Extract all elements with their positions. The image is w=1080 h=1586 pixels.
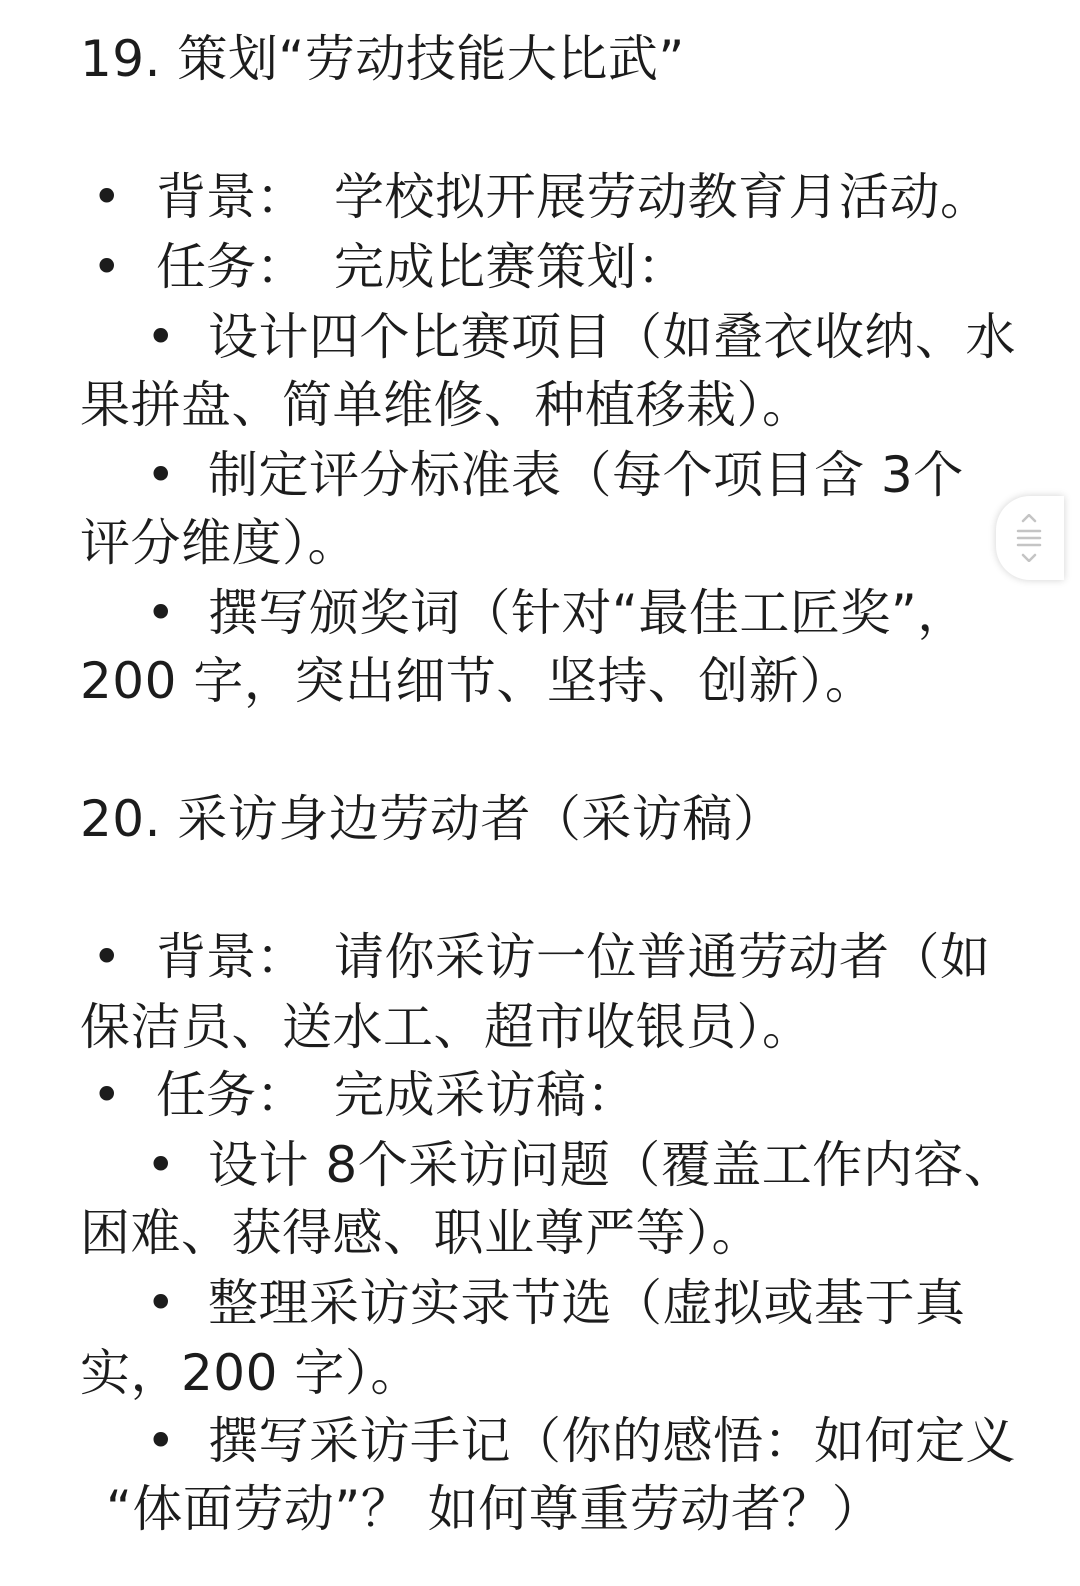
bullet-icon: • xyxy=(92,1066,122,1124)
bullet-icon: • xyxy=(146,584,176,642)
section-19-background-label: 背景： xyxy=(156,168,306,226)
section-19-subitem-1-line1: 设计四个比赛项目（如叠衣收纳、水 xyxy=(208,308,1016,366)
section-19-subitem-2-line1: 制定评分标准表（每个项目含 3个 xyxy=(208,446,964,504)
section-19-task-text: 完成比赛策划： xyxy=(334,238,688,296)
section-20-subitem-3-line1: 撰写采访手记（你的感悟：如何定义 xyxy=(208,1412,1016,1470)
bullet-icon: • xyxy=(146,1412,176,1470)
section-19-task-label: 任务： xyxy=(156,238,306,296)
section-19-subitem-2-line2: 评分维度）。 xyxy=(80,514,358,572)
bullet-icon: • xyxy=(146,1274,176,1332)
section-19-title: 19. 策划“劳动技能大比武” xyxy=(80,30,685,88)
section-20-subitem-2-line1: 整理采访实录节选（虚拟或基于真 xyxy=(208,1274,966,1332)
section-20-background-label: 背景： xyxy=(156,928,306,986)
drag-handle-icon xyxy=(1014,514,1044,562)
section-20-subitem-2-line2: 实，200 字）。 xyxy=(80,1344,421,1402)
section-20-subitem-1-line2: 困难、获得感、职业尊严等）。 xyxy=(80,1204,762,1262)
bullet-icon: • xyxy=(92,238,122,296)
section-20-title: 20. 采访身边劳动者（采访稿） xyxy=(80,790,784,848)
section-20-subitem-1-line1: 设计 8个采访问题（覆盖工作内容、 xyxy=(208,1136,1015,1194)
section-19-background-text: 学校拟开展劳动教育月活动。 xyxy=(334,168,991,226)
section-20-task-text: 完成采访稿： xyxy=(334,1066,637,1124)
section-20-background-text-line1: 请你采访一位普通劳动者（如 xyxy=(334,928,991,986)
section-20-background-text-line2: 保洁员、送水工、超市收银员）。 xyxy=(80,998,813,1056)
bullet-icon: • xyxy=(146,446,176,504)
bullet-icon: • xyxy=(146,308,176,366)
scroll-handle[interactable] xyxy=(996,496,1064,580)
section-20-task-label: 任务： xyxy=(156,1066,306,1124)
bullet-icon: • xyxy=(92,928,122,986)
section-19-subitem-1-line2: 果拼盘、简单维修、种植移栽）。 xyxy=(80,376,813,434)
bullet-icon: • xyxy=(92,168,122,226)
section-19-subitem-3-line1: 撰写颁奖词（针对“最佳工匠奖”， xyxy=(208,584,968,642)
section-20-subitem-3-line2: “体面劳动”？ 如何尊重劳动者？） xyxy=(106,1480,883,1538)
section-19-subitem-3-line2: 200 字，突出细节、坚持、创新）。 xyxy=(80,652,876,710)
bullet-icon: • xyxy=(146,1136,176,1194)
